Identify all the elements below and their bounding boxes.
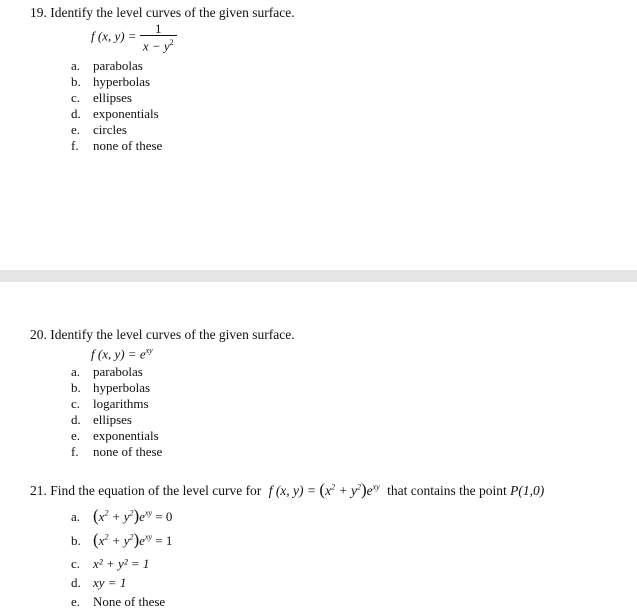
q21-title: 21. Find the equation of the level curve for f (x, $y) = (x^2 + y^2)e^{xy}$ that contains the point P(1,0) [30, 480, 545, 499]
q20-option-a[interactable]: a. parabolas [71, 364, 143, 379]
q20-option-c[interactable]: c. logarithms [71, 396, 149, 411]
q19-option-e[interactable]: e. circles [71, 122, 127, 137]
q20-formula: f (x, $y) = e^{xy}$ [91, 346, 153, 362]
q20-option-e[interactable]: e. exponentials [71, 428, 159, 443]
q21-option-a[interactable]: a. $(x^2 + y^2)e^{xy} = 0$ [71, 506, 173, 525]
q20-exponent: xy [145, 346, 153, 355]
q21-title-prefix: 21. Find the equation of the level curve for [30, 483, 262, 498]
q19-numerator: 1 [140, 22, 177, 36]
q20-option-f[interactable]: f. none of these [71, 444, 163, 459]
q21-option-d[interactable]: d. xy = 1 [71, 575, 127, 590]
q19-option-d[interactable]: d. exponentials [71, 106, 159, 121]
q19-option-a[interactable]: a. parabolas [71, 58, 143, 73]
q21-option-b[interactable]: b. $(x^2 + y^2)e^{xy} = 1$ [71, 530, 173, 549]
q19-option-b[interactable]: b. hyperbolas [71, 74, 151, 89]
q20-option-d[interactable]: d. ellipses [71, 412, 132, 427]
q21-point: P(1,0) [510, 483, 545, 498]
q21-option-c[interactable]: c. x² + y² = 1 [71, 556, 150, 571]
q19-fraction: $\frac{1}{x - y^2}$ [140, 22, 177, 53]
q20-title: 20. Identify the level curves of the given surface. [30, 327, 295, 342]
q19-formula [91, 22, 177, 53]
q21-title-suffix: that contains the point [387, 483, 507, 498]
q19-option-f[interactable]: f. none of these [71, 138, 163, 153]
q19-formula-lhs: f (x, y) = [91, 28, 137, 44]
q21-option-e[interactable]: e. None of these [71, 594, 166, 609]
q20-option-b[interactable]: b. hyperbolas [71, 380, 151, 395]
q19-denominator: x − y [142, 38, 170, 54]
q19-title: 19. Identify the level curves of the given surface. [30, 5, 295, 20]
section-divider [0, 270, 637, 282]
q19-option-c[interactable]: c. ellipses [71, 90, 132, 105]
